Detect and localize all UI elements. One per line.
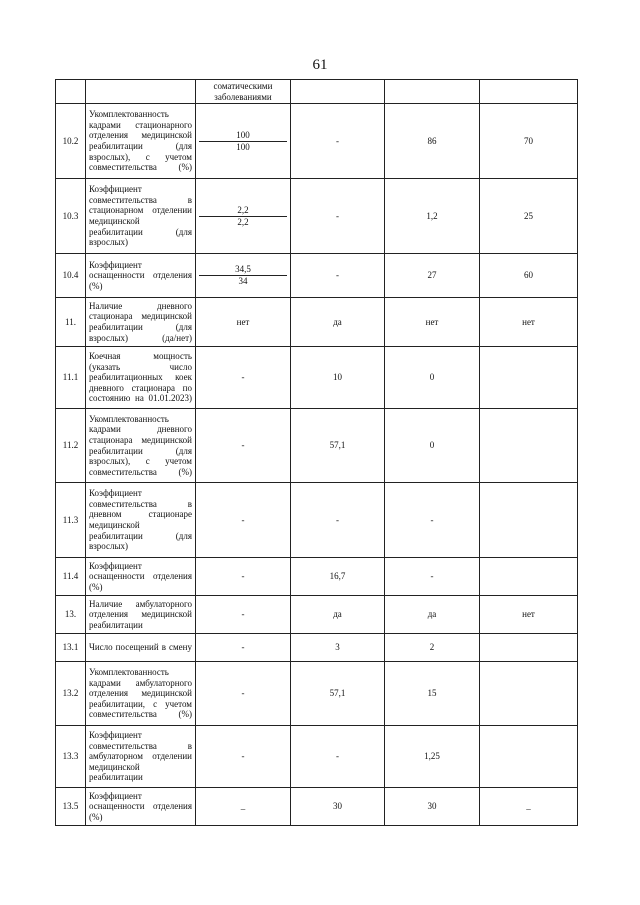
row-indicator: Коэффициент оснащенности отделения (%): [86, 254, 196, 298]
row-value-2: -: [291, 104, 385, 179]
row-number: 13.: [56, 596, 86, 634]
row-value-3: -: [385, 558, 480, 596]
table-row: [56, 634, 578, 662]
header-cell-col3: соматическими заболеваниями: [196, 80, 291, 104]
row-value-3: нет: [385, 298, 480, 347]
row-value-1: -: [196, 662, 291, 726]
row-value-2: 3: [291, 634, 385, 662]
row-value-4: [480, 347, 578, 409]
header-cell-col4: [291, 80, 385, 104]
table-row: [56, 662, 578, 726]
row-value-1a: 100: [236, 129, 250, 140]
row-value-2: да: [291, 596, 385, 634]
row-value-1: -: [196, 596, 291, 634]
row-number: 13.3: [56, 726, 86, 788]
row-number: 11.1: [56, 347, 86, 409]
rehabilitation-table: [55, 79, 578, 826]
row-number: 13.5: [56, 788, 86, 826]
row-value-4: [480, 483, 578, 558]
row-indicator: Наличие амбулаторного отделения медицинской реабилитации: [86, 596, 196, 634]
row-value-3: да: [385, 596, 480, 634]
row-number: 11.: [56, 298, 86, 347]
row-number: 10.3: [56, 179, 86, 254]
row-value-2: да: [291, 298, 385, 347]
row-indicator: Наличие дневного стационара медицинской реабилитации (для взрослых) (да/нет): [86, 298, 196, 347]
table-row: [56, 298, 578, 347]
row-value-4: [480, 409, 578, 483]
table-row: [56, 788, 578, 826]
row-indicator: Число посещений в смену: [86, 634, 196, 662]
table-row: [56, 347, 578, 409]
row-value-3: 30: [385, 788, 480, 826]
row-value-3: 15: [385, 662, 480, 726]
row-value-2: -: [291, 179, 385, 254]
row-value-split: [196, 254, 291, 298]
row-value-4: 70: [480, 104, 578, 179]
row-value-4: [480, 662, 578, 726]
row-value-2: 30: [291, 788, 385, 826]
row-value-2: 57,1: [291, 409, 385, 483]
row-number: 11.2: [56, 409, 86, 483]
row-number: 11.3: [56, 483, 86, 558]
row-value-3: 0: [385, 409, 480, 483]
header-cell-col6: [480, 80, 578, 104]
row-indicator: Укомплектованность кадрами амбулаторного отделения медицинской реабилитации, с учетом совместительства (%): [86, 662, 196, 726]
row-value-3: 1,25: [385, 726, 480, 788]
row-value-3: 86: [385, 104, 480, 179]
row-indicator: Укомплектованность кадрами стационарного отделения медицинской реабилитации (для взрослых), с учетом совместительства (%): [86, 104, 196, 179]
row-value-1: -: [196, 558, 291, 596]
row-indicator: Коечная мощность (указать число реабилитационных коек дневного стационара по состоянию на 01.01.2023): [86, 347, 196, 409]
row-value-2: -: [291, 254, 385, 298]
row-value-3: 27: [385, 254, 480, 298]
row-value-split: [196, 104, 291, 179]
row-value-1a: 34,5: [235, 264, 251, 275]
table-header-row: [56, 80, 578, 104]
row-value-2: 16,7: [291, 558, 385, 596]
row-number: 13.1: [56, 634, 86, 662]
table-row: [56, 254, 578, 298]
row-indicator: Коэффициент оснащенности отделения (%): [86, 788, 196, 826]
row-number: 11.4: [56, 558, 86, 596]
row-value-2: -: [291, 483, 385, 558]
row-indicator: Коэффициент совместительства в дневном стационаре медицинской реабилитации (для взрослых): [86, 483, 196, 558]
header-cell-name: [86, 80, 196, 104]
row-value-1: -: [196, 409, 291, 483]
row-value-4: [480, 558, 578, 596]
row-value-2: 10: [291, 347, 385, 409]
row-value-3: 0: [385, 347, 480, 409]
row-value-1: нет: [196, 298, 291, 347]
row-value-1: -: [196, 347, 291, 409]
header-cell-num: [56, 80, 86, 104]
table-row: [56, 409, 578, 483]
row-value-1: -: [196, 634, 291, 662]
row-value-1a: 2,2: [237, 204, 249, 215]
row-indicator: Коэффициент совместительства в стационарном отделении медицинской реабилитации (для взрослых): [86, 179, 196, 254]
table-row: [56, 483, 578, 558]
row-value-4: 60: [480, 254, 578, 298]
row-value-4: нет: [480, 298, 578, 347]
table-row: [56, 726, 578, 788]
table-row: [56, 558, 578, 596]
table-row: [56, 104, 578, 179]
row-value-1b: 2,2: [199, 216, 287, 228]
row-value-1b: 100: [199, 141, 287, 153]
row-value-1: -: [196, 726, 291, 788]
row-value-4: [480, 726, 578, 788]
row-number: 10.4: [56, 254, 86, 298]
row-value-3: 1,2: [385, 179, 480, 254]
row-value-split: [196, 179, 291, 254]
row-value-1b: 34: [199, 275, 287, 287]
row-value-2: 57,1: [291, 662, 385, 726]
row-value-4: [480, 634, 578, 662]
row-indicator: Коэффициент оснащенности отделения (%): [86, 558, 196, 596]
row-value-4: нет: [480, 596, 578, 634]
row-indicator: Коэффициент совместительства в амбулаторном отделении медицинской реабилитации: [86, 726, 196, 788]
row-value-1: -: [196, 483, 291, 558]
row-number: 10.2: [56, 104, 86, 179]
row-indicator: Укомплектованность кадрами дневного стационара медицинской реабилитации (для взрослых), с учетом совместительства (%): [86, 409, 196, 483]
row-value-4: 25: [480, 179, 578, 254]
row-number: 13.2: [56, 662, 86, 726]
row-value-2: -: [291, 726, 385, 788]
row-value-4: _: [480, 788, 578, 826]
row-value-1: _: [196, 788, 291, 826]
table-row: [56, 179, 578, 254]
table-row: [56, 596, 578, 634]
row-value-3: -: [385, 483, 480, 558]
row-value-3: 2: [385, 634, 480, 662]
page-number: 61: [312, 57, 328, 73]
header-cell-col5: [385, 80, 480, 104]
